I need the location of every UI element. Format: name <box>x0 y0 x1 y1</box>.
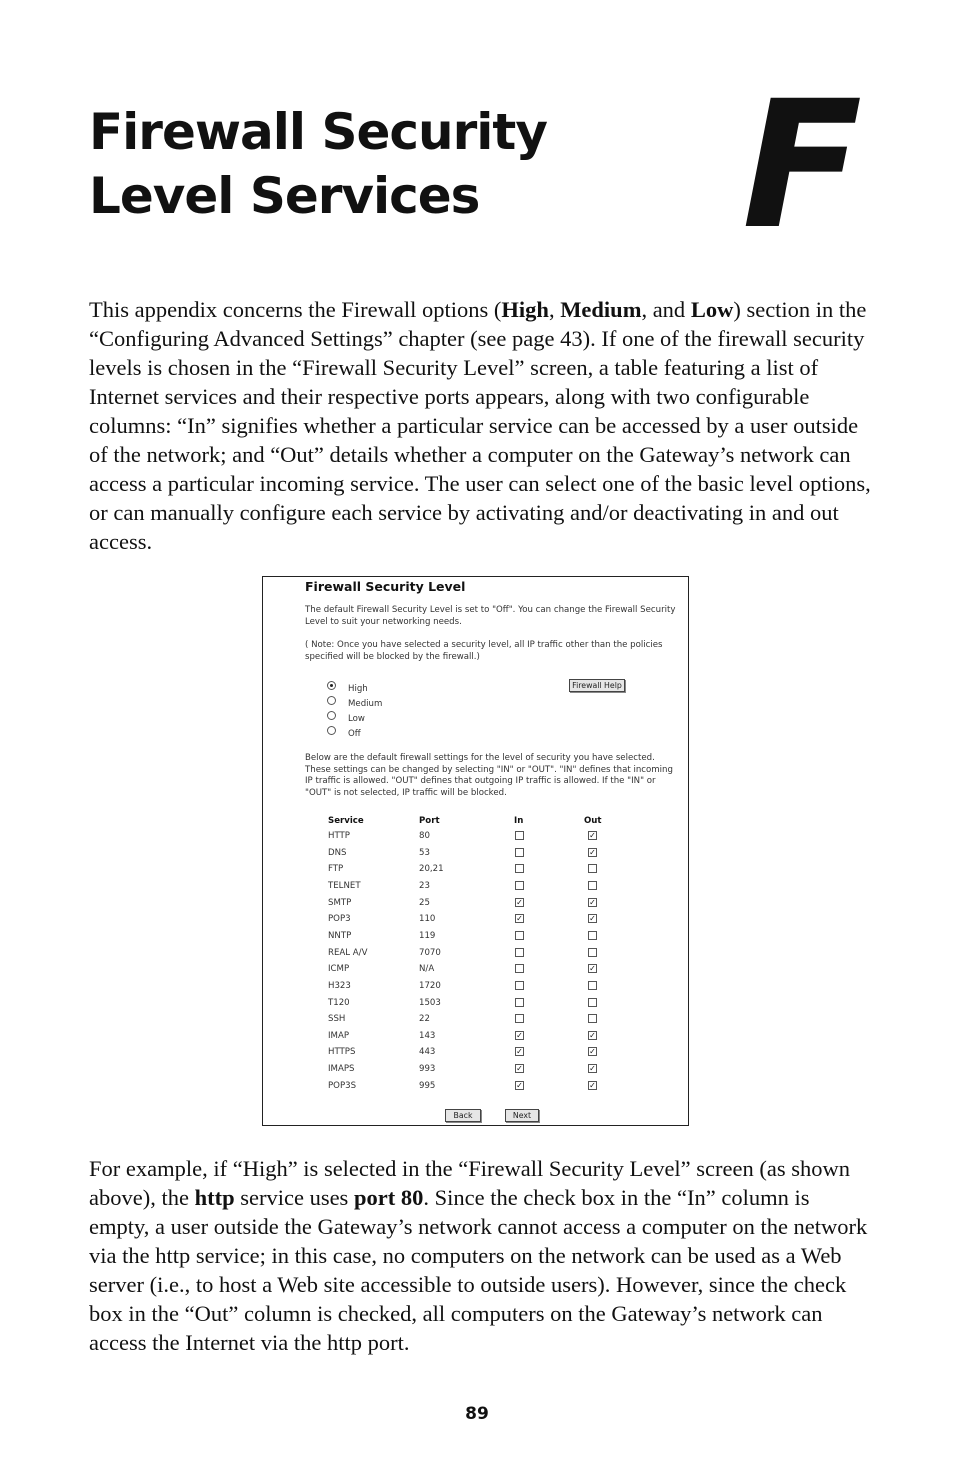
radio-button[interactable] <box>327 711 336 720</box>
table-row <box>263 831 683 847</box>
radio-label: Low <box>348 713 365 724</box>
out-checkbox[interactable] <box>588 948 597 957</box>
out-checkbox[interactable] <box>588 864 597 873</box>
page-title <box>89 100 547 228</box>
service-port: 1503 <box>419 997 441 1008</box>
out-checkbox[interactable]: ✓ <box>589 847 596 857</box>
table-row <box>263 964 683 980</box>
radio-button[interactable] <box>327 696 336 705</box>
radio-label: High <box>348 683 368 694</box>
title-line-1: Firewall Security <box>89 103 547 161</box>
example-paragraph: For example, if “High” is selected in the “Firewall Security Level” screen (as shown above), the http service uses port 80. Since the check box in the “In” column is empty, a user outside the Gateway’s network cannot access a computer on the network via the http service; in this case, no computers on the network can be used as a Web server (i.e., to host a Web site accessible to outside users). However, since the check box in the “Out” column is checked, all computers on the Gateway’s network can access the Internet via the http port. <box>89 1156 868 1355</box>
out-checkbox[interactable]: ✓ <box>589 1064 596 1074</box>
table-row <box>263 1014 683 1030</box>
service-port: 25 <box>419 897 430 908</box>
table-row <box>263 898 683 914</box>
intro-paragraph: This appendix concerns the Firewall options (High, Medium, and Low) section in the “Configuring Advanced Settings” chapter (see page 43). If one of the firewall security levels is chosen in the “Firewall Security Level” screen, a table featuring a list of Internet services and their respective ports appears, along with two configurable columns: “In” signifies whether a particular service can be accessed by a user outside of the network; and “Out” details whether a computer on the Gateway’s network can access a particular incoming service. The user can select one of the basic level options, or can manually configure each service by activating and/or deactivating in and out access. <box>89 297 871 554</box>
back-button[interactable]: Back <box>445 1109 481 1122</box>
page-number: 89 <box>465 1404 489 1424</box>
in-checkbox[interactable] <box>515 931 524 940</box>
in-checkbox[interactable]: ✓ <box>516 897 523 907</box>
table-row <box>263 1047 683 1063</box>
service-port: 995 <box>419 1080 436 1091</box>
column-header-out: Out <box>584 816 602 826</box>
screenshot-description: The default Firewall Security Level is set to "Off". You can change the Firewall Security Level to suit your networking needs. <box>305 605 676 627</box>
service-name: POP3 <box>328 914 351 925</box>
service-name: SSH <box>328 1014 346 1025</box>
service-port: 143 <box>419 1030 436 1041</box>
security-level-option[interactable] <box>327 711 365 726</box>
out-checkbox[interactable]: ✓ <box>589 1080 596 1090</box>
firewall-help-button[interactable]: Firewall Help <box>569 679 625 692</box>
service-port: 110 <box>419 914 436 925</box>
table-row <box>263 1064 683 1080</box>
high-term: High <box>501 297 549 322</box>
firewall-screenshot <box>262 576 689 1126</box>
radio-button[interactable] <box>327 726 336 735</box>
in-checkbox[interactable]: ✓ <box>516 914 523 924</box>
in-checkbox[interactable] <box>515 964 524 973</box>
in-checkbox[interactable]: ✓ <box>516 1047 523 1057</box>
service-port: N/A <box>419 964 435 975</box>
in-checkbox[interactable] <box>515 1014 524 1023</box>
table-row <box>263 1031 683 1047</box>
security-level-option[interactable] <box>327 681 368 696</box>
appendix-letter: F <box>742 63 859 268</box>
service-name: IMAP <box>328 1030 350 1041</box>
screenshot-title: Firewall Security Level <box>305 579 466 594</box>
service-name: POP3S <box>328 1080 357 1091</box>
low-term: Low <box>690 297 734 322</box>
in-checkbox[interactable] <box>515 981 524 990</box>
column-header-service: Service <box>328 816 364 826</box>
service-name: ICMP <box>328 964 350 975</box>
in-checkbox[interactable] <box>515 998 524 1007</box>
service-name: TELNET <box>328 880 361 891</box>
in-checkbox[interactable]: ✓ <box>516 1080 523 1090</box>
out-checkbox[interactable] <box>588 981 597 990</box>
in-checkbox[interactable] <box>515 831 524 840</box>
radio-label: Off <box>348 728 361 739</box>
table-row <box>263 931 683 947</box>
service-name: T120 <box>328 997 350 1008</box>
out-checkbox[interactable]: ✓ <box>589 964 596 974</box>
service-port: 443 <box>419 1047 436 1058</box>
security-level-option[interactable] <box>327 726 361 741</box>
service-name: REAL A/V <box>328 947 368 958</box>
table-row <box>263 948 683 964</box>
out-checkbox[interactable]: ✓ <box>589 831 596 840</box>
service-port: 22 <box>419 1014 430 1025</box>
service-name: H323 <box>328 980 351 991</box>
out-checkbox[interactable] <box>588 998 597 1007</box>
service-port: 119 <box>419 930 436 941</box>
screenshot-note: ( Note: Once you have selected a security level, all IP traffic other than the policies specified will be blocked by the firewall.) <box>305 640 663 662</box>
in-checkbox[interactable] <box>515 848 524 857</box>
security-level-option[interactable] <box>327 696 382 711</box>
service-port: 23 <box>419 880 430 891</box>
service-name: NNTP <box>328 930 352 941</box>
table-row <box>263 914 683 930</box>
table-row <box>263 998 683 1014</box>
service-port: 993 <box>419 1064 436 1075</box>
service-port: 80 <box>419 831 430 841</box>
table-row <box>263 881 683 897</box>
service-name: FTP <box>328 864 344 875</box>
settings-description: Below are the default firewall settings for the level of security you have selected. These settings can be changed by selecting "IN" or "OUT". "IN" defines that incoming IP traffic is allowed. "OUT" defines that outgoing IP traffic is allowed. If the "IN" or "OUT" is not selected, IP traffic will be blocked. <box>305 753 673 798</box>
table-row <box>263 1081 683 1097</box>
in-checkbox[interactable] <box>515 864 524 873</box>
service-port: 1720 <box>419 980 441 991</box>
title-line-2: Level Services <box>89 167 480 225</box>
out-checkbox[interactable]: ✓ <box>589 1047 596 1057</box>
table-row <box>263 864 683 880</box>
in-checkbox[interactable] <box>515 881 524 890</box>
service-port: 53 <box>419 847 430 858</box>
in-checkbox[interactable]: ✓ <box>516 1030 523 1040</box>
out-checkbox[interactable] <box>588 881 597 890</box>
service-port: 20,21 <box>419 864 444 875</box>
out-checkbox[interactable]: ✓ <box>589 914 596 924</box>
out-checkbox[interactable]: ✓ <box>589 1030 596 1040</box>
radio-label: Medium <box>348 698 383 709</box>
service-port: 7070 <box>419 947 441 958</box>
out-checkbox[interactable]: ✓ <box>589 897 596 907</box>
port-term: port 80 <box>353 1185 424 1210</box>
radio-button[interactable] <box>327 681 336 690</box>
service-name: HTTP <box>328 831 350 841</box>
table-row <box>263 848 683 864</box>
out-checkbox[interactable] <box>588 931 597 940</box>
in-checkbox[interactable] <box>515 948 524 957</box>
table-row <box>263 981 683 997</box>
service-name: SMTP <box>328 897 352 908</box>
out-checkbox[interactable] <box>588 1014 597 1023</box>
http-term: http <box>194 1185 235 1210</box>
service-name: IMAPS <box>328 1064 355 1075</box>
in-checkbox[interactable]: ✓ <box>516 1064 523 1074</box>
medium-term: Medium <box>560 297 642 322</box>
next-button[interactable]: Next <box>505 1109 539 1122</box>
service-name: HTTPS <box>328 1047 356 1058</box>
service-name: DNS <box>328 847 347 858</box>
column-header-in: In <box>514 816 524 826</box>
column-header-port: Port <box>419 816 440 826</box>
